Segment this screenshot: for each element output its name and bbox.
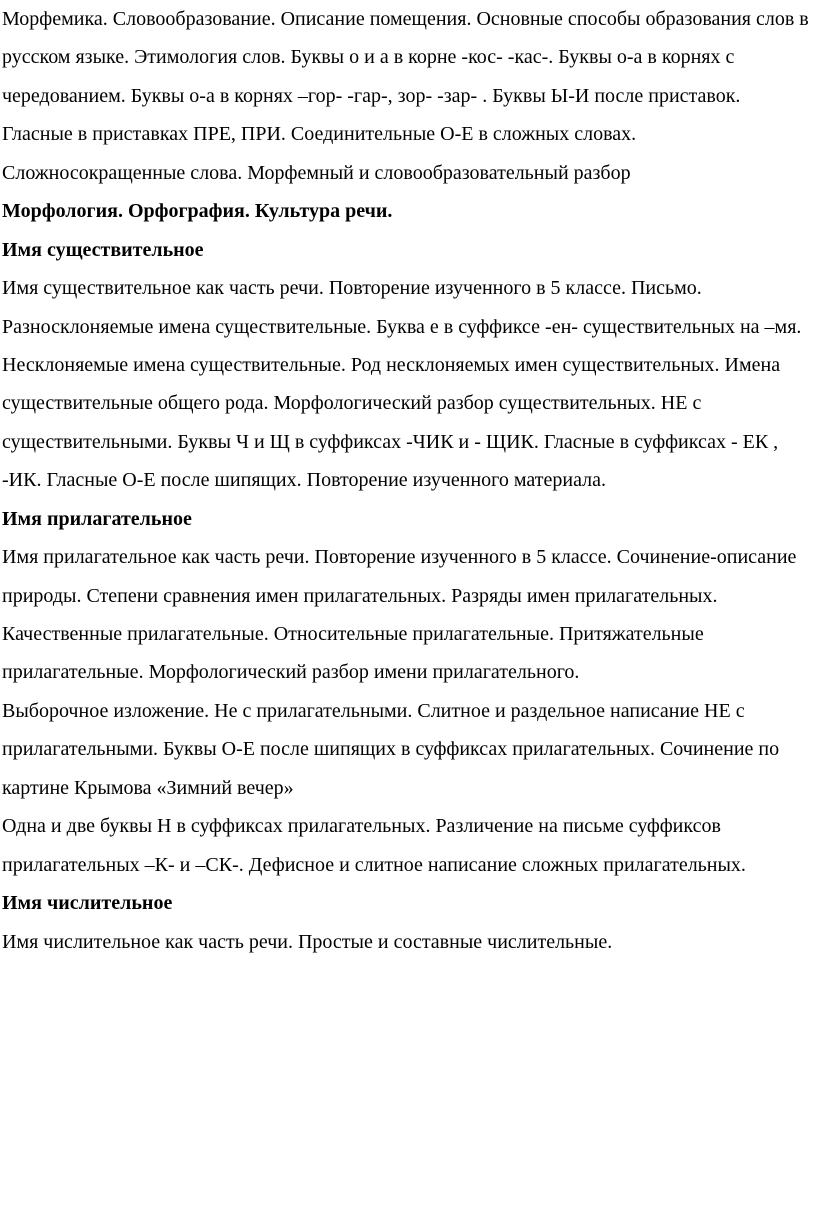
paragraph-morphemics: Морфемика. Словообразование. Описание помещения. Основные способы образования слов в русском языке. Этимология слов. Буквы о и а в корне -кос- -кас-. Буквы о-а в корнях с чередованием. Буквы о-а в корнях –гор- -гар-, зор- -зар- . Буквы Ы-И после приставок. Гласные в приставках ПРЕ, ПРИ. Соединительные О-Е в сложных словах. Сложносокращенные слова. Морфемный и словообразовательный разбор xyxy=(2,8,809,184)
heading-numeral: Имя числительное xyxy=(2,891,173,914)
paragraph-adjective-1: Имя прилагательное как часть речи. Повторение изученного в 5 классе. Сочинение-описание природы. Степени сравнения имен прилагательных. Разряды имен прилагательных. Качественные прилагательные. Относительные прилагательные. Притяжательные прилагательные. Морфологический разбор имени прилагательного. xyxy=(2,546,797,684)
heading-morphology: Морфология. Орфография. Культура речи. xyxy=(2,200,393,223)
heading-adjective: Имя прилагательное xyxy=(2,507,192,530)
paragraph-noun: Имя существительное как часть речи. Повторение изученного в 5 классе. Письмо. Разносклоняемые имена существительные. Буква е в суффиксе -ен- существительных на –мя. Несклоняемые имена существительные. Род несклоняемых имен существительных. Имена существительные общего рода. Морфологический разбор существительных. НЕ с существительными. Буквы Ч и Щ в суффиксах -ЧИК и - ЩИК. Гласные в суффиксах - ЕК , -ИК. Гласные О-Е после шипящих. Повторение изученного материала. xyxy=(2,277,802,492)
document-body xyxy=(2,0,814,961)
paragraph-adjective-3: Одна и две буквы Н в суффиксах прилагательных. Различение на письме суффиксов прилагательных –К- и –СК-. Дефисное и слитное написание сложных прилагательных. xyxy=(2,815,746,876)
paragraph-numeral: Имя числительное как часть речи. Простые и составные числительные. xyxy=(2,930,613,953)
paragraph-adjective-2: Выборочное изложение. Не с прилагательными. Слитное и раздельное написание НЕ с прилагательными. Буквы О-Е после шипящих в суффиксах прилагательных. Сочинение по картине Крымова «Зимний вечер» xyxy=(2,699,780,799)
heading-noun: Имя существительное xyxy=(2,238,204,261)
